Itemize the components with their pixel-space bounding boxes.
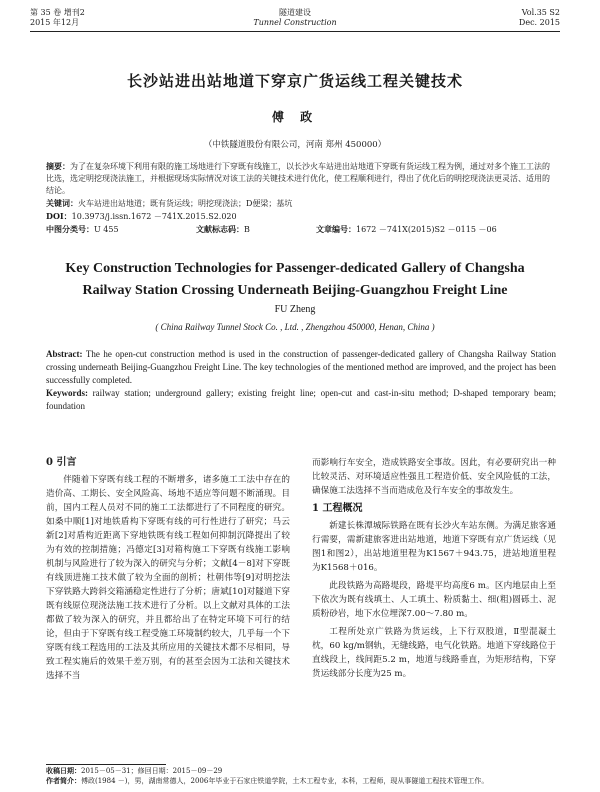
english-affiliation: ( China Railway Tunnel Stock Co. , Ltd. , Zhengzhou 450000, Henan, China ) xyxy=(155,322,435,332)
chinese-abstract-block xyxy=(46,160,556,236)
keywords-label-en: Keywords: xyxy=(46,388,88,398)
right-column xyxy=(312,456,556,685)
doi-line xyxy=(46,210,556,223)
volume-issue-en: Vol.35 S2 xyxy=(521,8,560,17)
abstract-label-cn: 摘要： xyxy=(46,161,70,171)
english-title-line1: Key Construction Technologies for Passenger-dedicated Gallery of Changsha xyxy=(65,261,525,276)
header-center xyxy=(30,8,560,28)
section-0-heading: 0 引言 xyxy=(46,457,77,468)
received-date xyxy=(46,766,556,776)
abstract-text-cn: 为了在复杂环境下利用有限的施工场地进行下穿既有线施工，以长沙火车站进出站地道下穿既有货运线工程为例，通过对多个施工工法的比选，选定明挖现浇法施工，并根据现场实际情况对该工法的关键技术进行优化，使工程顺利进行，得出了优化后的明挖现浇法更灵活、适用的结论。 xyxy=(46,162,550,195)
chinese-title: 长沙站进出站地道下穿京广货运线工程关键技术 xyxy=(126,72,463,90)
chinese-keywords xyxy=(46,197,556,210)
author-bio xyxy=(46,776,556,786)
date-cn: 2015 年12月 xyxy=(30,18,80,27)
doi-value: 10.3973/j.issn.1672 －741X.2015.S2.020 xyxy=(71,212,237,221)
clc-label: 中图分类号： xyxy=(46,224,94,234)
doccode-label: 文献标志码： xyxy=(196,224,244,234)
english-abstract-block xyxy=(46,348,556,413)
doccode-value: B xyxy=(244,225,250,234)
section-1-paragraph-3: 工程所处京广铁路为货运线，上下行双股道，Ⅱ型混凝土枕，60 kg/m钢轨，无缝线路，电气化铁路。地道下穿线路位于直线段上，线间距5.2 m，地道与线路垂直，为矩形结构，下穿货运线部分长度为25 m。 xyxy=(312,627,556,679)
bio-label: 作者简介： xyxy=(46,776,81,785)
classification-line xyxy=(46,223,556,236)
section-1-paragraph-2: 此段铁路为高路堤段，路堤平均高度6 m。区内地层由上至下依次为既有线填土、人工填土、粉质黏土、细(粗)圆砾土、泥质粉砂岩，地下水位埋深7.00～7.80 m。 xyxy=(312,581,556,619)
abstract-label-en: Abstract: xyxy=(46,349,83,359)
english-title xyxy=(30,258,560,302)
section-1-paragraph-1: 新建长株潭城际铁路在既有长沙火车站东侧。为满足旅客通行需要，需新建旅客进出站地道，地道下穿既有京广货运线（见图1和图2），出站地道里程为K1567＋943.75，进站地道里程为K1568＋016。 xyxy=(312,521,556,573)
footnote xyxy=(46,766,556,786)
articleno-value: 1672 －741X(2015)S2 －0115 －06 xyxy=(356,225,497,234)
date-en: Dec. 2015 xyxy=(518,18,560,27)
chinese-affiliation: （中铁隧道股份有限公司，河南 郑州 450000） xyxy=(203,140,387,150)
section-1-heading: 1 工程概况 xyxy=(312,503,363,514)
clc-value: U 455 xyxy=(94,225,119,234)
english-title-line2: Railway Station Crossing Underneath Beijing-Guangzhou Freight Line xyxy=(82,283,508,298)
chinese-abstract xyxy=(46,160,556,197)
section-0-paragraph: 伴随着下穿既有线工程的不断增多，诸多施工工法中存在的造价高、工期长、安全风险高、场地不适应等问题不断涌现。目前，国内工程人员对不同的施工工法都进行了不同程度的研究。如桑中顺[1]对地铁盾构下穿既有线的可行性进行了研究；马云新[2]对盾构近距离下穿地铁既有线工程如何抑制沉降提出了较为有效的控制措施；冯德定[3]对箱构施工下穿既有线施工影响机制与风险进行了较为深入的研究与分析；文献[4－8]对下穿既有线顶进施工技术做了较为全面的剖析；杜朝伟等[9]对明挖法下穿铁路大跨斜交箱涵稳定性进行了分析；唐斌[10]对隧道下穿既有线原位现浇法施工技术进行了分析。以上文献对具体的工法都做了较为深入的研究，并且都给出了在特定环境下可行的结论，但由于下穿既有线工程受施工环境制约较大，几乎每一个下穿既有线工程选用的工法及其所应用的关键技术都不尽相同，导致工程实施后的效果千差万别，有的甚至会因为工法和关键技术选择不当 xyxy=(46,475,290,681)
keywords-label-cn: 关键词： xyxy=(46,198,78,208)
english-author: FU Zheng xyxy=(274,304,316,315)
keywords-text-cn: 火车站进出站地道；既有货运线；明挖现浇法；D便梁；基坑 xyxy=(78,199,293,208)
abstract-text-en: The he open-cut construction method is used in the construction of passenger-dedicated gallery of Changsha Railway Station crossing underneath Beijing-Guangzhou Freight Line. The key technologies of the mentioned method are improved, and the project has been successfully completed. xyxy=(46,349,556,385)
doi-label: DOI： xyxy=(46,211,72,221)
journal-name-cn: 隧道建设 xyxy=(279,8,311,17)
left-column xyxy=(46,456,290,687)
articleno-label: 文章编号： xyxy=(316,224,356,234)
volume-issue-cn: 第 35 卷 增刊2 xyxy=(30,8,85,17)
continued-paragraph: 而影响行车安全，造成铁路安全事故。因此，有必要研究出一种比较灵活、对环境适应性强且工程造价低、安全风险低的工法，确保施工法选择不当而造成危及行车安全的事故发生。 xyxy=(312,458,556,496)
chinese-author: 傅 政 xyxy=(271,110,319,124)
keywords-text-en: railway station; underground gallery; existing freight line; open-cut and cast-in-situ method; D-shaped temporary beam; foundation xyxy=(46,388,557,411)
english-abstract xyxy=(46,348,556,387)
received-label: 收稿日期： xyxy=(46,766,81,775)
header-rule xyxy=(30,31,560,32)
journal-name-en: Tunnel Construction xyxy=(253,18,337,27)
footnote-rule xyxy=(46,764,166,765)
header-right xyxy=(519,8,560,28)
bio-value: 傅政(1984 －)，男，湖南常德人，2006年毕业于石家庄铁道学院，土木工程专业，本科，工程师，现从事隧道工程技术管理工作。 xyxy=(81,777,489,785)
english-keywords xyxy=(46,387,556,413)
received-value: 2015－05－31；修回日期：2015－09－29 xyxy=(81,767,223,775)
